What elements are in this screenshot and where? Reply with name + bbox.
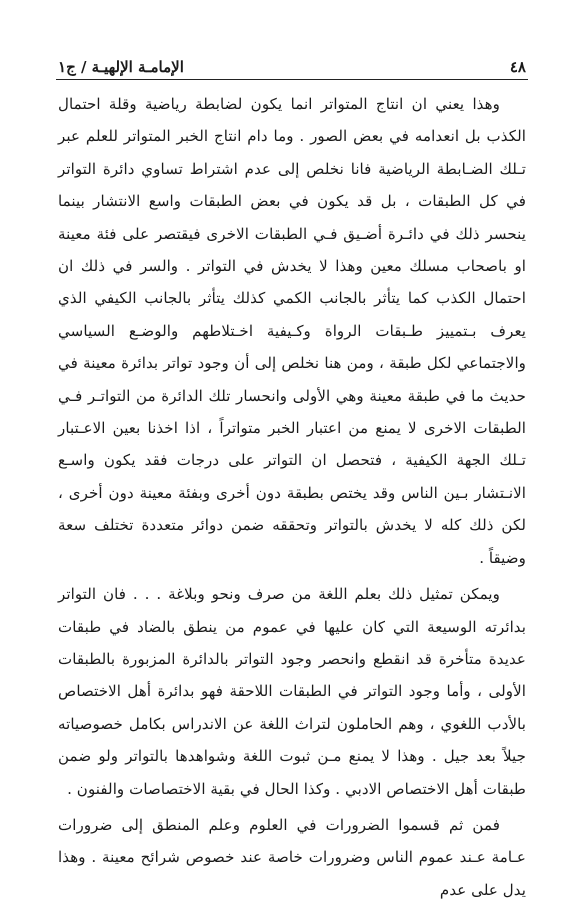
page-body [58, 88, 526, 906]
page-number: ٤٨ [509, 58, 526, 76]
paragraph-3: فمن ثم قسموا الضرورات في العلوم وعلم المنطق إلى ضرورات عـامة عـند عموم الناس وضرورات خاصة عند خصوص شرائح معينة . وهذا يدل على عدم [58, 815, 526, 899]
page-header [58, 54, 526, 76]
paragraph-1: وهذا يعني ان انتاج المتواتر انما يكون لضابطة رياضية وقلة احتمال الكذب بل انعدامه في بعض الصور . وما دام انتاج الخبر المتواتر للعلم عبر تـلك الضـابطة الرياضية فانا نخلص إلى عدم اشتراط تساوي دائرة التواتر في كل الطبقات ، بل قد يكون في بعض الطبقات واسع الانتشار بينما ينحسر ذلك في دائـرة أضـيق فـي الطبقات الاخرى فيقتصر على فئة معينة او باصحاب مسلك معين وهذا لا يخدش في التواتر . والسر في ذلك ان احتمال الكذب كما يتأثر بالجانب الكمي كذلك يتأثر بالجانب الكيفي الذي يعرف بـتمييز طـبقات الرواة وكـيفية اخـتلاطهم والوضـع السياسي والاجتماعي لكل طبقة ، ومن هنا نخلص إلى أن وجود تواتر بدائرة معينة في حديث ما في طبقة معينة وهي الأولى وانحسار تلك الدائرة من التواتـر فـي الطبقات الاخرى لا يمنع من اعتبار الخبر متواتراً ، اذا اخذنا بعين الاعـتبار تـلك الجهة الكيفية ، فتحصل ان التواتر على درجات فقد يكون واسـع الانـتشار بـين الناس وقد يختص بطبقة دون أخرى وبفئة معينة دون أخرى ، لكن ذلك كله لا يخدش بالتواتر وتحققه ضمن دوائر متعددة تختلف سعة وضيقاً . [58, 95, 526, 567]
header-divider [56, 79, 528, 80]
paragraph-2: ويمكن تمثيل ذلك بعلم اللغة من صرف ونحو وبلاغة . . . فان التواتر بدائرته الوسيعة التي كان عليها في عموم من ينطق بالضاد في طبقات عديدة متأخرة قد انقطع وانحصر وجود التواتر بالدائرة المزبورة بالطبقات الأولى ، وأما وجود التواتر في الطبقات اللاحقة فهو بدائرة أهل الاختصاص بالأدب اللغوي ، وهم الحاملون لتراث اللغة عن الاندراس بكامل خصوصياته جيلاً بعد جيل . وهذا لا يمنع مـن ثبوت اللغة وشواهدها بالتواتر ولو ضمن طبقات أهل الاختصاص الادبي . وكذا الحال في بقية الاختصاصات والفنون . [58, 585, 526, 798]
running-title: الإمامـة الإلهيـة / ج١ [58, 58, 184, 76]
